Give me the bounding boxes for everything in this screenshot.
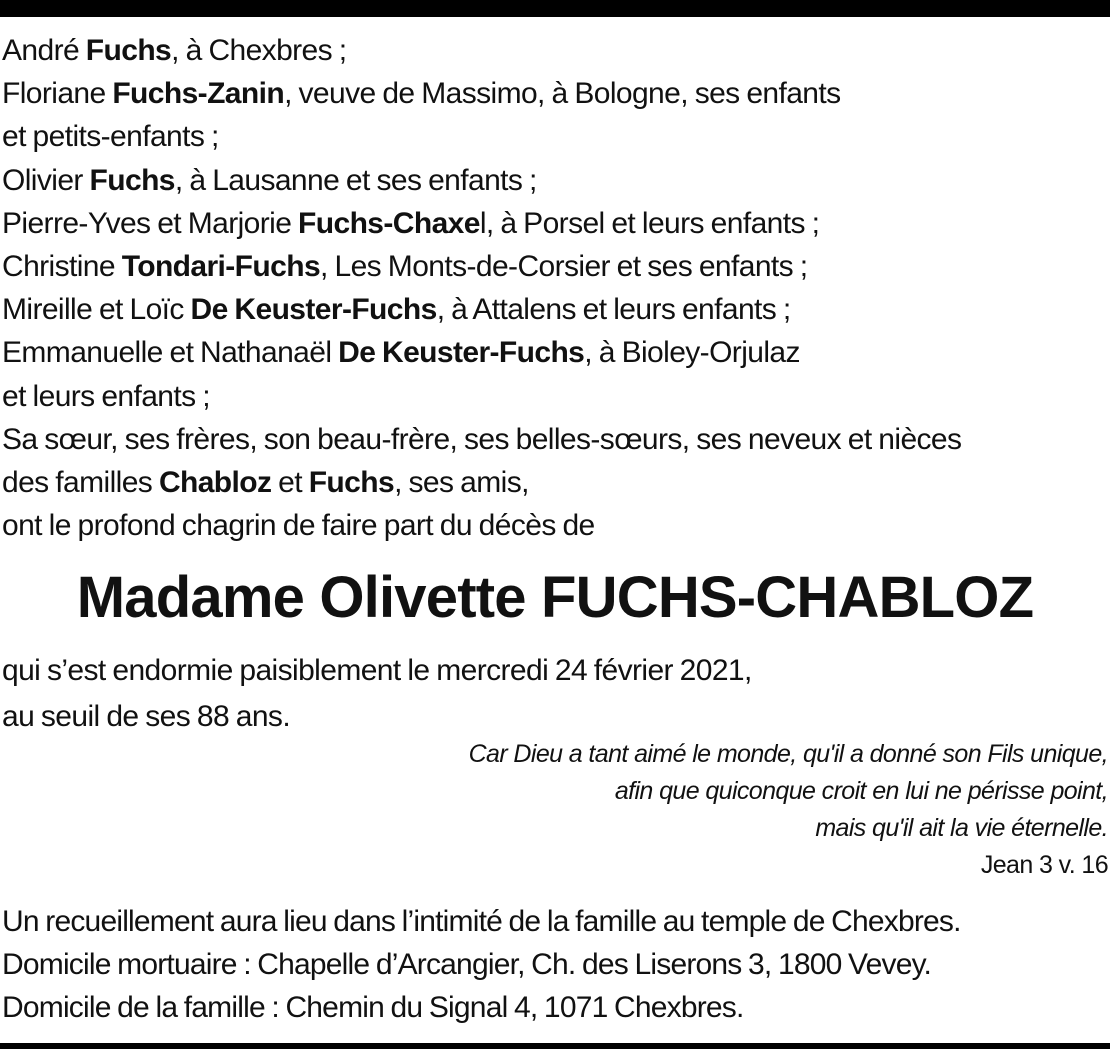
family-line — [2, 202, 1108, 245]
mortuary-line: Domicile mortuaire : Chapelle d’Arcangier, Ch. des Liserons 3, 1800 Vevey. — [2, 948, 932, 981]
family-line — [2, 159, 1108, 202]
bible-verse — [208, 736, 1108, 884]
family-text: , veuve de Massimo, à Bologne, ses enfants — [284, 77, 841, 111]
family-line — [2, 245, 1108, 288]
family-text: , ses amis, — [394, 466, 529, 500]
family-text: Emmanuelle et Nathanaël — [2, 336, 339, 370]
family-text: Pierre-Yves et Marjorie — [2, 206, 299, 240]
family-line — [2, 331, 1108, 374]
family-text: Christine — [2, 250, 122, 284]
family-text: , à Lausanne et ses enfants ; — [174, 163, 537, 197]
family-text: , à Chexbres ; — [171, 34, 347, 67]
top-border-rule — [0, 0, 1110, 17]
family-line — [2, 72, 1108, 115]
family-text: Mireille et Loïc — [2, 293, 191, 327]
verse-line: Car Dieu a tant aimé le monde, qu'il a donné son Fils unique, — [468, 740, 1108, 768]
ceremony-line: Un recueillement aura lieu dans l’intimité de la famille au temple de Chexbres. — [2, 905, 961, 938]
family-text: Sa sœur, ses frères, son beau-frère, ses belles-sœurs, ses neveux et nièces — [2, 422, 962, 456]
family-text: des familles — [2, 466, 159, 500]
family-surname: Fuchs — [89, 163, 175, 197]
ceremony-info — [2, 900, 1108, 1029]
death-announcement — [2, 648, 1108, 740]
family-text: , Les Monts-de-Corsier et ses enfants ; — [320, 250, 808, 284]
family-surname: Tondari-Fuchs — [121, 250, 321, 284]
family-surname: Fuchs — [85, 34, 172, 67]
family-text: et leurs enfants ; — [2, 379, 210, 413]
family-home-line: Domicile de la famille : Chemin du Signal 4, 1071 Chexbres. — [2, 991, 744, 1024]
family-surname: Fuchs-Chaxe — [298, 206, 480, 240]
family-surname: De Keuster-Fuchs — [338, 336, 585, 370]
bottom-border-rule — [0, 1043, 1110, 1049]
family-text: ont le profond chagrin de faire part du décès de — [2, 509, 595, 543]
death-date-line: qui s’est endormie paisiblement le mercredi 24 février 2021, — [2, 654, 752, 687]
family-line — [2, 461, 1108, 504]
verse-line: afin que quiconque croit en lui ne périsse point, — [614, 777, 1108, 805]
family-surname: De Keuster-Fuchs — [190, 293, 437, 327]
deceased-name: Madame Olivette FUCHS-CHABLOZ — [76, 565, 1034, 630]
family-line — [2, 115, 1108, 158]
family-text: l, à Porsel et leurs enfants ; — [479, 206, 820, 240]
family-text: , à Bioley-Orjulaz — [584, 336, 800, 370]
family-text: Olivier — [2, 163, 90, 197]
family-line — [2, 418, 1108, 461]
age-line: au seuil de ses 88 ans. — [2, 700, 291, 733]
family-line — [2, 375, 1108, 418]
family-surname: Chabloz — [158, 466, 272, 500]
family-line — [2, 504, 1108, 547]
verse-reference: Jean 3 v. 16 — [980, 851, 1108, 879]
family-surname: Fuchs-Zanin — [112, 77, 285, 111]
family-text: , à Attalens et leurs enfants ; — [436, 293, 791, 327]
family-line — [2, 288, 1108, 331]
family-text: et — [271, 466, 309, 500]
family-surname: Fuchs — [308, 466, 395, 500]
family-list — [2, 29, 1108, 547]
family-text: André — [2, 34, 86, 67]
family-text: et petits-enfants ; — [2, 120, 219, 154]
verse-line: mais qu'il ait la vie éternelle. — [815, 814, 1108, 842]
family-text: Floriane — [2, 77, 113, 111]
family-line — [2, 29, 1108, 72]
